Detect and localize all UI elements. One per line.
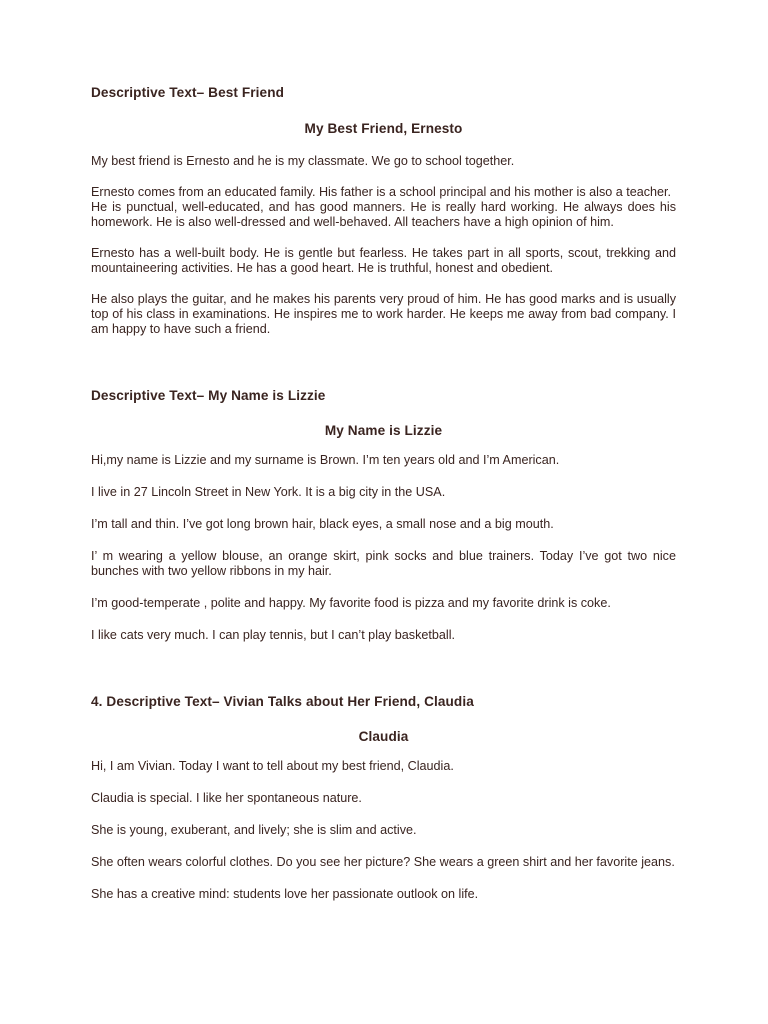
- paragraph: [91, 628, 676, 643]
- paragraph-text: Ernesto has a well-built body. He is gentle but fearless. He takes part in all sports, scout, trekking and mountaineering activities. He has a good heart. He is truthful, honest and obedient.: [91, 246, 676, 275]
- paragraph: [91, 185, 676, 230]
- paragraph-text: He also plays the guitar, and he makes his parents very proud of him. He has good marks and is usually top of his class in examinations. He inspires me to work harder. He keeps me away from bad company. I am happy to have such a friend.: [91, 292, 676, 336]
- paragraph-text: Ernesto comes from an educated family. His father is a school principal and his mother is also a teacher.: [91, 185, 672, 199]
- paragraph: [91, 549, 676, 579]
- paragraph: [91, 292, 676, 337]
- section-title: Claudia: [358, 729, 409, 744]
- section-best-friend: [91, 84, 676, 337]
- section-heading: Descriptive Text– Best Friend: [91, 85, 285, 100]
- section-claudia: [91, 693, 676, 902]
- paragraph-text: I’m good-temperate , polite and happy. My favorite food is pizza and my favorite drink is coke.: [91, 596, 611, 610]
- paragraph: [91, 517, 676, 532]
- paragraph: [91, 485, 676, 500]
- paragraph-text: I like cats very much. I can play tennis, but I can’t play basketball.: [91, 628, 455, 642]
- paragraph-text: She often wears colorful clothes. Do you see her picture? She wears a green shirt and her favorite jeans.: [91, 855, 675, 869]
- paragraph: [91, 759, 676, 774]
- paragraph-text: Claudia is special. I like her spontaneous nature.: [91, 791, 362, 805]
- section-heading: Descriptive Text– My Name is Lizzie: [91, 388, 326, 403]
- paragraph: [91, 246, 676, 276]
- paragraph-text: Hi, I am Vivian. Today I want to tell about my best friend, Claudia.: [91, 759, 454, 773]
- paragraph: [91, 855, 676, 870]
- paragraph: [91, 823, 676, 838]
- paragraph-text: I’ m wearing a yellow blouse, an orange skirt, pink socks and blue trainers. Today I’ve got two nice bunches with two yellow ribbons in my hair.: [91, 549, 676, 578]
- paragraph-text: She is young, exuberant, and lively; she is slim and active.: [91, 823, 417, 837]
- paragraph-text: My best friend is Ernesto and he is my classmate. We go to school together.: [91, 154, 515, 168]
- paragraph-text: He is punctual, well-educated, and has good manners. He is really hard working. He always does his homework. He is also well-dressed and well-behaved. All teachers have a high opinion of him.: [91, 200, 676, 229]
- paragraph: [91, 453, 676, 468]
- paragraph: [91, 887, 676, 902]
- section-title: My Name is Lizzie: [324, 423, 443, 438]
- paragraph: [91, 596, 676, 611]
- section-lizzie: [91, 387, 676, 643]
- paragraph-text: I’m tall and thin. I’ve got long brown hair, black eyes, a small nose and a big mouth.: [91, 517, 554, 531]
- paragraph: [91, 154, 676, 169]
- section-title: My Best Friend, Ernesto: [304, 121, 463, 136]
- paragraph-text: She has a creative mind: students love her passionate outlook on life.: [91, 887, 479, 901]
- document-page: [91, 84, 676, 902]
- paragraph-text: I live in 27 Lincoln Street in New York. It is a big city in the USA.: [91, 485, 446, 499]
- paragraph-text: Hi,my name is Lizzie and my surname is Brown. I’m ten years old and I’m American.: [91, 453, 560, 467]
- paragraph: [91, 791, 676, 806]
- section-heading: 4. Descriptive Text– Vivian Talks about Her Friend, Claudia: [91, 694, 474, 709]
